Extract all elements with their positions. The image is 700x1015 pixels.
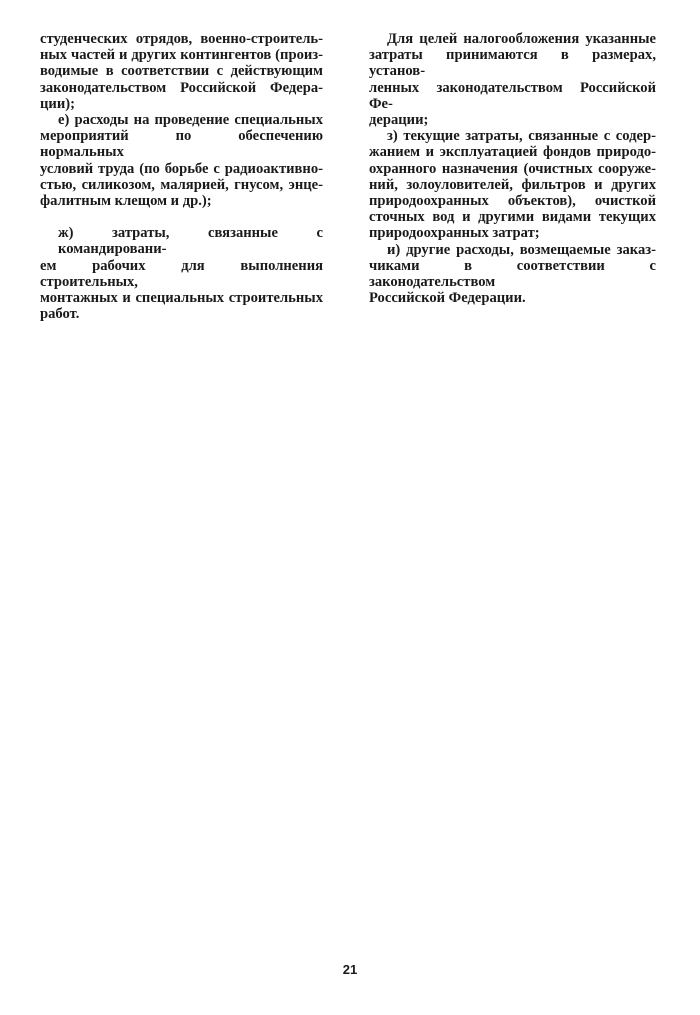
text-line: з) текущие затраты, связанные с содер- (387, 128, 656, 145)
text-line: ем рабочих для выполнения строительных, (40, 257, 323, 290)
text-line: затраты принимаются в размерах, установ- (369, 47, 656, 80)
paragraph-item-i (369, 242, 656, 307)
page-number: 21 (342, 962, 358, 977)
text-line: Российской Федерации. (369, 290, 526, 307)
text-line: работ. (40, 306, 80, 323)
text-line: сточных вод и другими видами текущих (369, 209, 656, 226)
paragraph-gap (40, 209, 323, 225)
paragraph-item-e (40, 112, 323, 209)
text-line: жанием и эксплуатацией фондов природо- (369, 144, 656, 161)
text-line: ний, золоуловителей, фильтров и других (369, 176, 656, 193)
paragraph-continuation (40, 31, 323, 112)
text-line: ж) затраты, связанные с командировани- (58, 225, 323, 258)
text-line: мероприятий по обеспечению нормальных (40, 128, 323, 161)
paragraph-item-z (369, 128, 656, 241)
text-line: студенческих отрядов, военно-строитель- (40, 31, 323, 47)
text-line: дерации; (369, 112, 429, 129)
text-line: е) расходы на проведение специальных (58, 112, 323, 129)
text-line: Для целей налогообложения указанные (387, 31, 656, 47)
left-column (40, 31, 323, 322)
text-line: водимые в соответствии с действующим (40, 63, 323, 80)
paragraph-item-zh (40, 225, 323, 322)
text-line: законодательством Российской Федера- (40, 79, 323, 96)
right-column (369, 31, 656, 306)
text-line: ленных законодательством Российской Фе- (369, 79, 656, 112)
text-line: стью, силикозом, малярией, гнусом, энце- (40, 176, 323, 193)
text-line: и) другие расходы, возмещаемые заказ- (387, 241, 656, 258)
paragraph-taxation (369, 31, 656, 128)
text-line: ции); (40, 95, 75, 112)
text-line: ных частей и других контингентов (произ- (40, 47, 323, 64)
text-line: условий труда (по борьбе с радиоактивно- (40, 160, 323, 177)
text-line: фалитным клещом и др.); (40, 193, 212, 210)
text-line: чиками в соответствии с законодательством (369, 257, 656, 291)
text-line: природоохранных объектов), очисткой (369, 193, 656, 210)
text-line: монтажных и специальных строительных (40, 290, 323, 307)
text-line: охранного назначения (очистных сооруже- (369, 160, 656, 177)
text-line: природоохранных затрат; (369, 225, 540, 242)
